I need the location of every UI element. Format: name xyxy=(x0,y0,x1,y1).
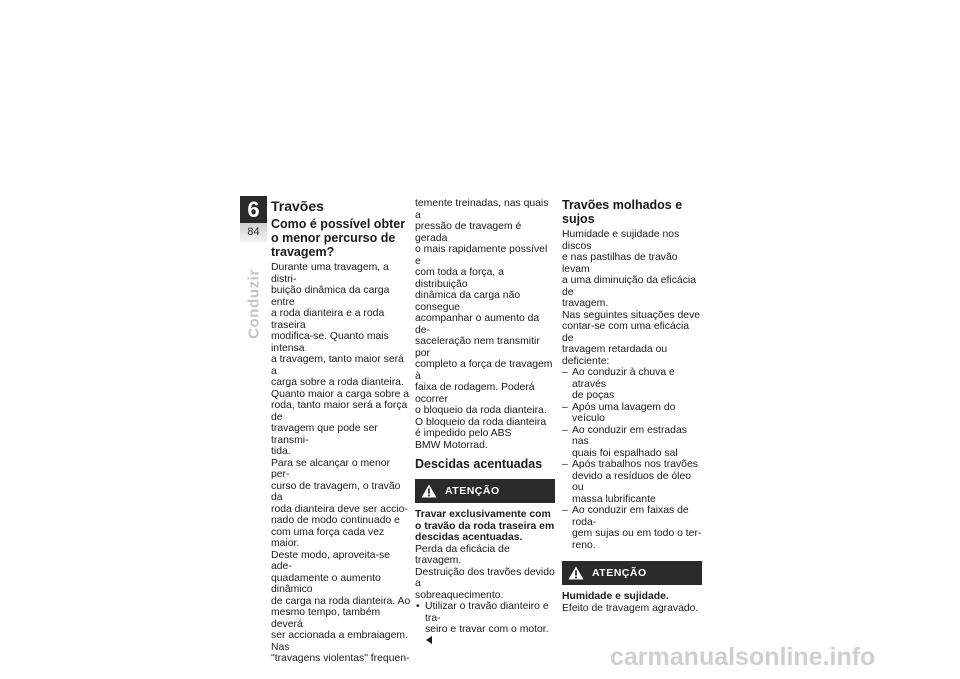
list-item: – Após uma lavagem do veículo xyxy=(562,402,702,425)
warning-text: Efeito de travagem agravado. xyxy=(562,602,699,614)
warning-text: Perda da eficácia de travagem. Destruição dos travões devido a sobreaquecimento. xyxy=(415,543,555,601)
warning-triangle-icon xyxy=(421,484,437,498)
warning-box xyxy=(562,561,702,585)
warning-triangle-icon xyxy=(568,566,584,580)
watermark: carmanualsonline.info xyxy=(610,643,876,671)
list-item xyxy=(415,601,555,647)
list-item: – Após trabalhos nos travões devido a resíduos de óleo ou massa lubrificante xyxy=(562,459,702,505)
paragraph: O bloqueio da roda dianteira é impedido pelo ABS BMW Motorrad. xyxy=(415,416,547,451)
column-1 xyxy=(271,198,411,665)
section-title: Travões xyxy=(271,198,324,214)
paragraph: Nas seguintes situações deve contar-se com uma eficácia de travagem retardada ou deficiente: xyxy=(562,309,701,367)
warning-label: ATENÇÃO xyxy=(445,485,500,497)
paragraph: Durante uma travagem, a distri- buição dinâmica da carga entre a roda dianteira e a roda traseira modifica-se. Quanto mais intensa a travagem, tanto maior será a carga sobre a roda dianteira. Quanto maior a carga sobre a roda, tanto maior será a força de travagem que pode ser transmi- tida. xyxy=(271,262,410,457)
warning-box xyxy=(415,479,555,503)
list-item-text: Utilizar o travão dianteiro e tra- seiro e travar com o motor. xyxy=(425,601,549,635)
warning-title: Humidade e sujidade. xyxy=(562,591,669,602)
list-item: – Ao conduzir em faixas de roda- gem sujas ou em todo o ter- reno. xyxy=(562,505,702,551)
list-item: – Ao conduzir em estradas nas quais foi espalhado sal xyxy=(562,425,702,460)
column-3 xyxy=(562,198,702,614)
dash-list xyxy=(562,367,702,551)
list-item: – Ao conduzir à chuva e através de poças xyxy=(562,367,702,402)
column-2 xyxy=(415,198,555,647)
section-heading: Travões molhados e sujos xyxy=(562,198,683,226)
subsection-title: Como é possível obter o menor percurso de travagem? xyxy=(271,217,406,259)
page-number: 84 xyxy=(240,223,267,242)
chapter-number: 6 xyxy=(240,196,267,223)
section-heading: Descidas acentuadas xyxy=(415,457,543,471)
bullet-list xyxy=(415,601,555,647)
end-of-section-icon xyxy=(426,636,432,644)
warning-label: ATENÇÃO xyxy=(592,567,647,579)
section-name xyxy=(236,264,272,344)
warning-title: Travar exclusivamente com o travão da roda traseira em descidas acentuadas. xyxy=(415,509,555,543)
chapter-tab xyxy=(240,196,267,242)
paragraph: temente treinadas, nas quais a pressão de travagem é gerada o mais rapidamente possível e com toda a força, a distribuição dinâmica da carga não consegue acompanhar o aumento da de- saceleração nem transmitir por completo a força de travagem à faixa de rodagem. Poderá ocorrer o bloqueio da roda dianteira. xyxy=(415,198,553,416)
paragraph: Humidade e sujidade nos discos e nas pastilhas de travão levam a uma diminuição da eficácia de travagem. xyxy=(562,229,696,309)
paragraph: Para se alcançar o menor per- curso de travagem, o travão da roda dianteira deve ser accio- nado de modo continuado e com uma força cada vez maior. Deste modo, aproveita-se ade- quadamente o aumento dinâmico de carga na roda dianteira. Ao mesmo tempo, também deverá ser accionada a embraiagem. Nas "travagens violentas" frequen- xyxy=(271,457,411,664)
section-label: Conduzir xyxy=(245,269,263,339)
